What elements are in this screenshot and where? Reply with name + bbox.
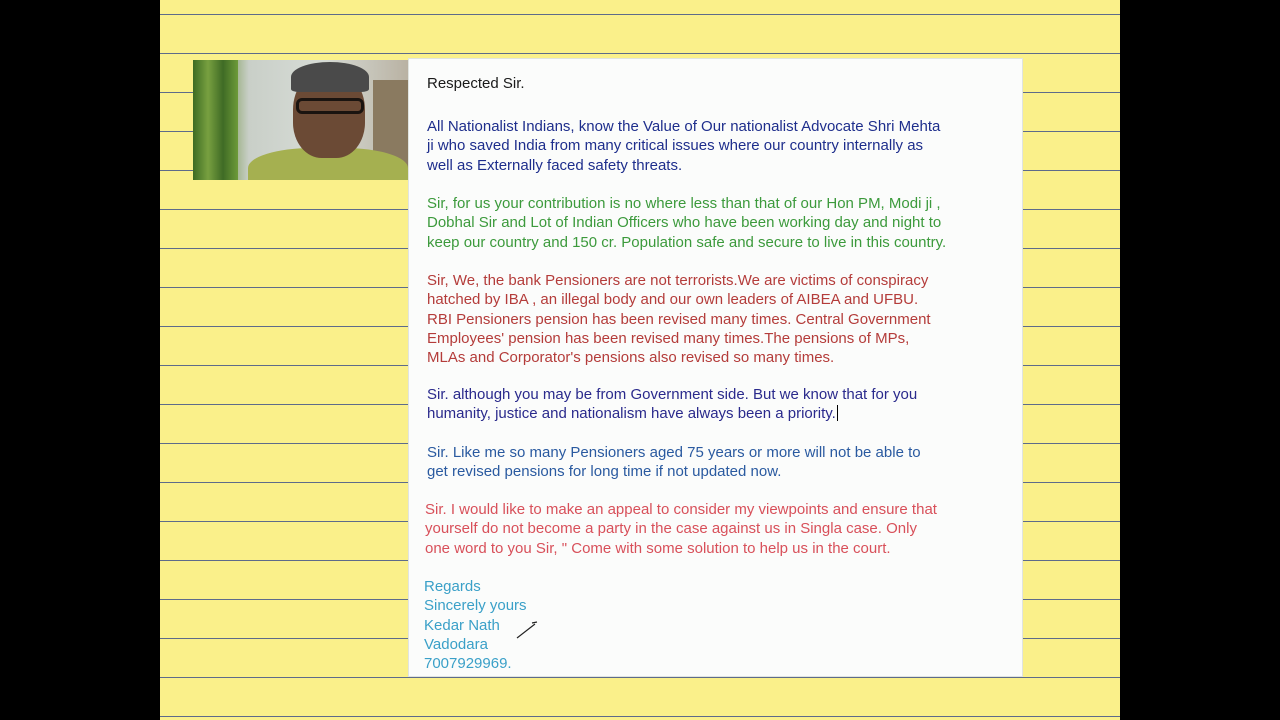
- letter-paragraph-1: All Nationalist Indians, know the Value of Our nationalist Advocate Shri Mehta ji who saved India from many critical issues where our country internally as well as Externally faced safety threats.: [427, 118, 941, 174]
- letter-document[interactable]: [408, 58, 1023, 677]
- letter-signoff: Regards Sincerely yours Kedar Nath Vadodara 7007929969.: [424, 578, 527, 673]
- letter-greeting: Respected Sir.: [427, 75, 525, 92]
- signature-pen-mark: [515, 620, 539, 640]
- letter-paragraph-4-text: Sir. although you may be from Government side. But we know that for you humanity, justice and nationalism have always been a priority.: [427, 386, 918, 423]
- letter-paragraph-2: Sir, for us your contribution is no where less than that of our Hon PM, Modi ji , Dobhal Sir and Lot of Indian Officers who have been working day and night to keep our country and 150 cr. Population safe and secure to live in this country.: [427, 195, 947, 251]
- letter-paragraph-6: Sir. I would like to make an appeal to consider my viewpoints and ensure that yourself do not become a party in the case against us in Singla case. Only one word to you Sir, " Come with some solution to help us in the court.: [425, 501, 937, 557]
- webcam-overlay: [193, 60, 408, 180]
- letter-paragraph-3: Sir, We, the bank Pensioners are not terrorists.We are victims of conspiracy hatched by IBA , an illegal body and our own leaders of AIBEA and UFBU. RBI Pensioners pension has been revised many times. Central Government Employees' pension has been revised many times.The pensions of MPs, MLAs and Corporator's pensions also revised so many times.: [427, 272, 931, 367]
- letter-paragraph-5: Sir. Like me so many Pensioners aged 75 years or more will not be able to get revised pensions for long time if not updated now.: [427, 444, 921, 481]
- letter-paragraph-4[interactable]: [427, 385, 1022, 424]
- webcam-presenter-hair: [291, 62, 369, 92]
- text-cursor: [837, 405, 838, 421]
- webcam-presenter-glasses: [296, 98, 364, 114]
- webcam-curtain: [193, 60, 238, 180]
